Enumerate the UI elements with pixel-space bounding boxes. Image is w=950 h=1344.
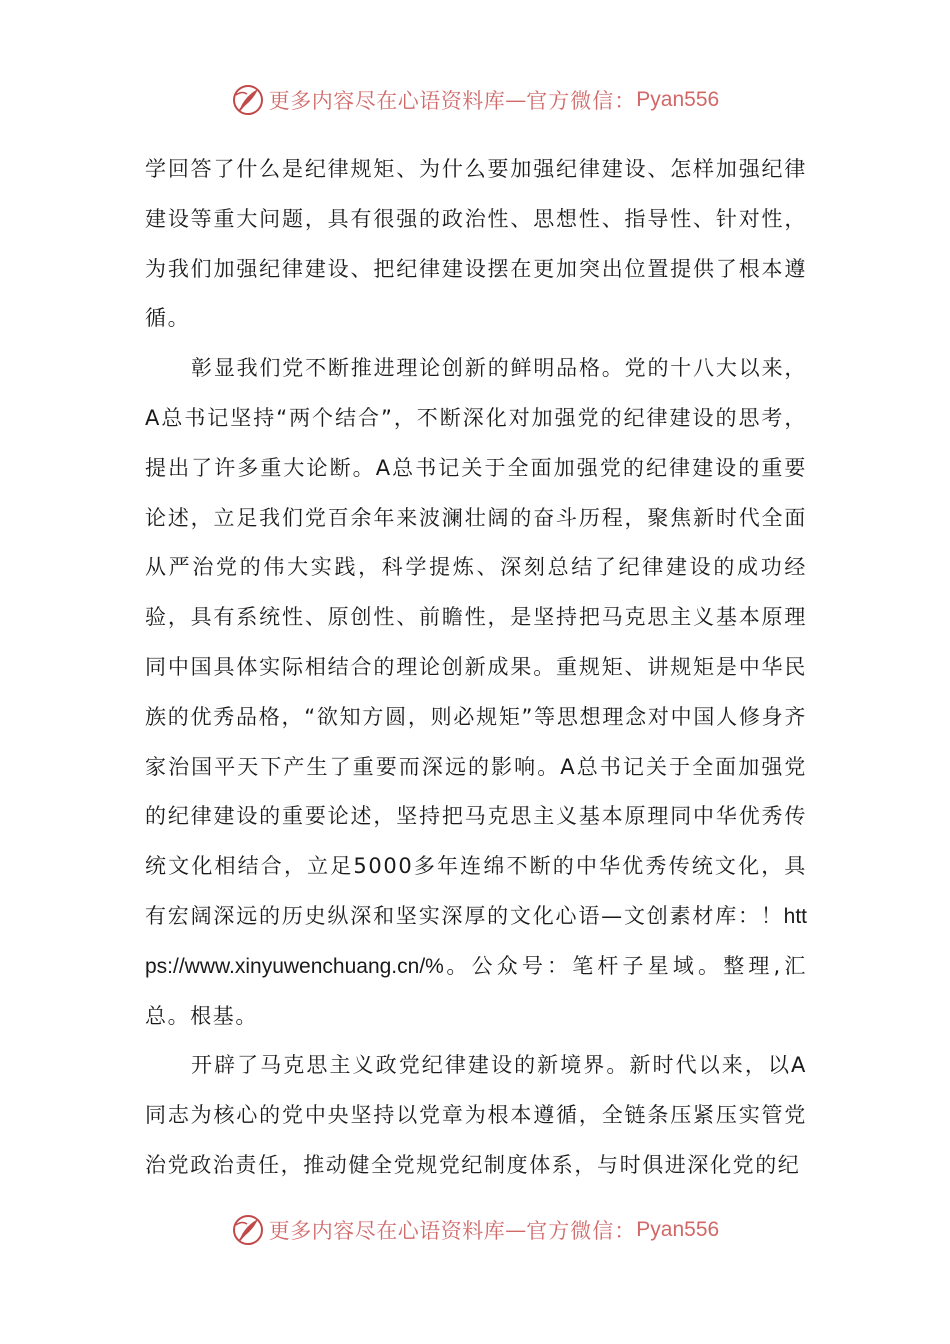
paragraph-1-text: 学回答了什么是纪律规矩、为什么要加强纪律建设、怎样加强纪律建设等重大问题，具有很强的政治性、思想性、指导性、针对性，为我们加强纪律建设、把纪律建设摆在更加突出位置提供了根本遵循。 [145,157,807,331]
source-url: https://www.xinyuwenchuang.cn/% [145,904,807,978]
paragraph-2-text: 彰显我们党不断推进理论创新的鲜明品格。党的十八大以来，A总书记坚持“两个结合”，不断深化对加强党的纪律建设的思考，提出了许多重大论断。A总书记关于全面加强党的纪律建设的重要论述，立足我们党百余年来波澜壮阔的奋斗历程，聚焦新时代全面从严治党的伟大实践，科学提炼、深刻总结了纪律建设的成功经验，具有系统性、原创性、前瞻性，是坚持把马克思主义基本原理同中国具体实际相结合的理论创新成果。重规矩、讲规矩是中华民族的优秀品格，“欲知方圆，则必规矩”等思想理念对中国人修身齐家治国平天下产生了重要而深远的影响。A总书记关于全面加强党的纪律建设的重要论述，坚持把马克思主义基本原理同中华优秀传统文化相结合，立足5000多年连绵不断的中华优秀传统文化，具有宏阔深远的历史纵深和坚实深厚的文化心语—文创素材库：！ [145,356,807,928]
paragraph-2 [145,344,807,1041]
quill-logo-icon [231,83,265,117]
banner-wechat-id: Pyan556 [636,88,720,111]
banner-wechat-id: Pyan556 [636,1218,720,1241]
banner-wechat-label: 官方微信： [526,1219,637,1243]
document-body [145,145,807,1191]
paragraph-2-tail: 。公众号：笔杆子星域。整理,汇总。根基。 [145,953,807,1028]
banner-dash: — [505,88,527,112]
banner-wechat-label: 官方微信： [526,89,637,113]
paragraph-3-text: 开辟了马克思主义政党纪律建设的新境界。新时代以来，以A同志为核心的党中央坚持以党章为根本遵循，全链条压紧压实管党治党政治责任，推动健全党规党纪制度体系，与时俱进深化党的纪 [145,1053,807,1177]
paragraph-3 [145,1041,807,1190]
banner-text: 更多内容尽在心语资料库 [268,89,506,113]
banner-dash: — [505,1218,527,1242]
paragraph-1 [145,145,807,344]
banner-text: 更多内容尽在心语资料库 [268,1219,506,1243]
header-banner [0,78,950,122]
quill-logo-icon [231,1213,265,1247]
footer-banner [0,1208,950,1252]
